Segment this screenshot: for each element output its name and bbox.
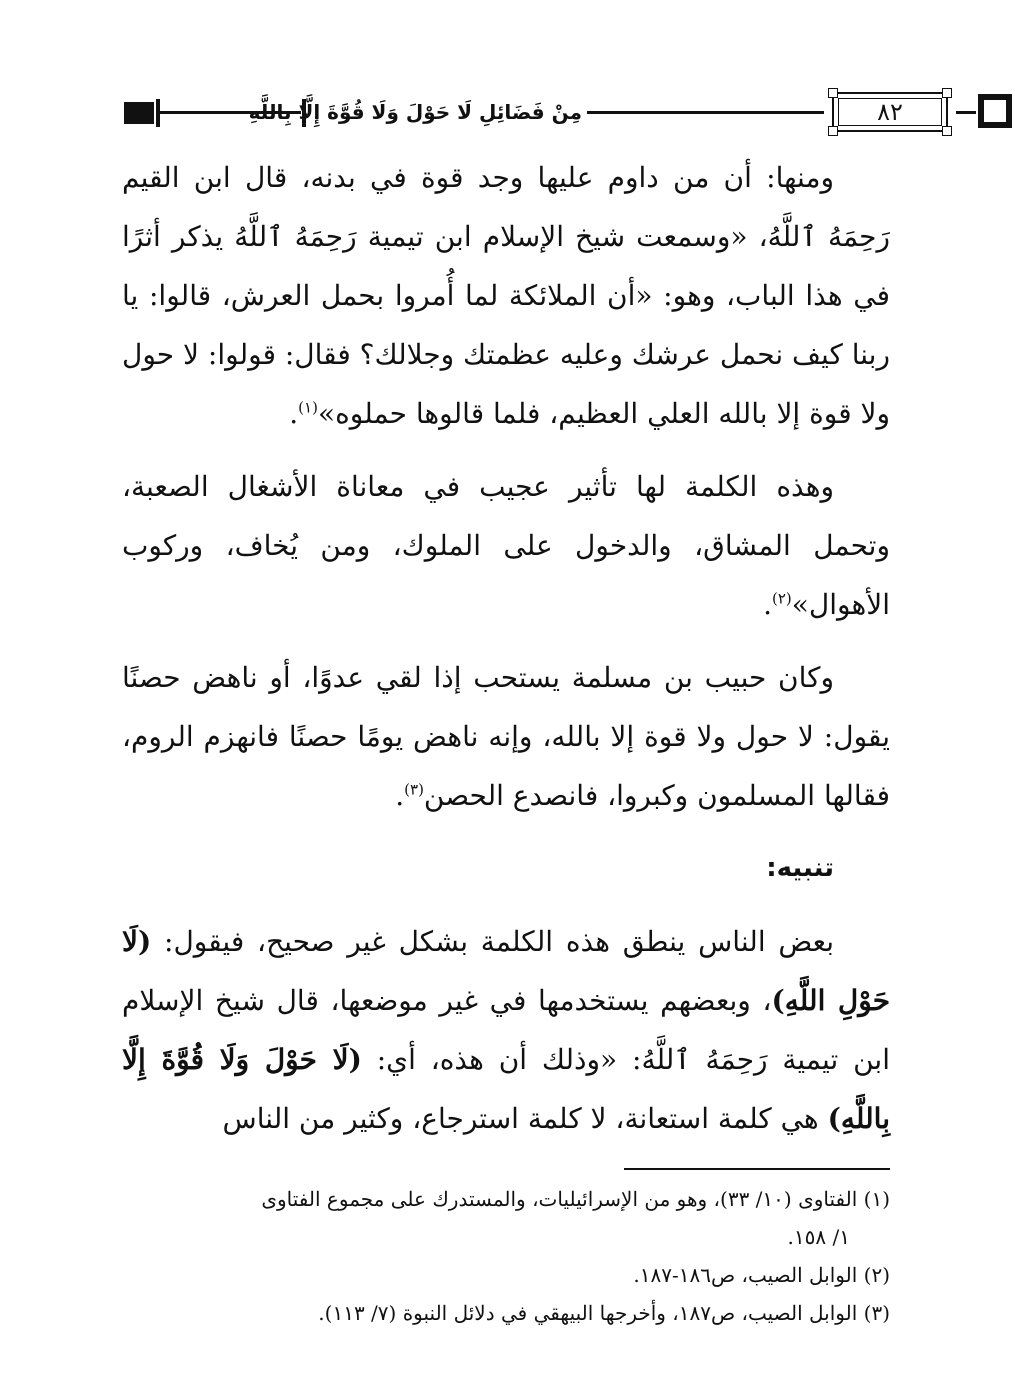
frame-corner-ornament	[828, 126, 838, 136]
footnote-item: (٢) الوابل الصيب، ص١٨٦-١٨٧.	[633, 1263, 890, 1287]
header-ornament-block	[124, 102, 154, 124]
page-number-frame	[832, 92, 948, 132]
paragraph-text: وكان حبيب بن مسلمة يستحب إذا لقي عدوًا، أو ناهض حصنًا يقول: لا حول ولا قوة إلا بالله، وإنه ناهض يومًا حصنًا فانهزم الروم، فقالها المسلمون وكبروا، فانصدع الحصن	[122, 661, 890, 812]
footnote-separator	[624, 1168, 890, 1170]
main-text	[122, 148, 890, 1162]
header-rule-right	[956, 111, 976, 114]
paragraph	[122, 457, 890, 634]
footnotes	[122, 1180, 890, 1332]
page-number: ٨٢	[877, 98, 903, 126]
footnote-ref: (١)	[298, 398, 318, 417]
paragraph	[122, 648, 890, 825]
emphasized-phrase: (لَا حَوْلَ وَلَا قُوَّةَ إِلَّا بِاللَّهِ)	[122, 1043, 890, 1135]
header-ornament-square	[978, 94, 1012, 128]
footnote-item	[122, 1180, 890, 1256]
paragraph	[122, 148, 890, 443]
footnote-text: (١) الفتاوى (١٠/ ٣٣)، وهو من الإسرائيليات، والمستدرك على مجموع الفتاوى	[261, 1187, 890, 1211]
paragraph	[122, 912, 890, 1148]
paragraph-text: ، وبعضهم يستخدمها في غير موضعها، قال شيخ الإسلام ابن تيمية رَحِمَهُ ٱللَّهُ: «وذلك أن هذه، أي:	[122, 984, 891, 1076]
header-rule-middle	[587, 111, 824, 114]
footnote-text-continued: ١/ ١٥٨.	[787, 1225, 850, 1249]
running-title: مِنْ فَضَائِلِ لَا حَوْلَ وَلَا قُوَّةَ إِلَّا بِاللَّهِ	[248, 100, 582, 124]
paragraph-text: هي كلمة استعانة، لا كلمة استرجاع، وكثير من الناس	[222, 1102, 819, 1135]
paragraph-end: .	[289, 397, 299, 430]
paragraph-end: .	[395, 779, 405, 812]
footnote-ref: (٣)	[404, 780, 424, 799]
footnote-ref: (٢)	[771, 589, 792, 608]
paragraph-text: وهذه الكلمة لها تأثير عجيب في معاناة الأشغال الصعبة، وتحمل المشاق، والدخول على الملوك، ومن يُخاف، وركوب الأهوال»	[122, 470, 890, 621]
paragraph-end: .	[763, 588, 772, 621]
paragraph-text: ومنها: أن من داوم عليها وجد قوة في بدنه، قال ابن القيم رَحِمَهُ ٱللَّهُ، «وسمعت شيخ الإسلام ابن تيمية رَحِمَهُ ٱللَّهُ يذكر أثرًا في هذا الباب، وهو: «أن الملائكة لما أُمروا بحمل العرش، قالوا: يا ربنا كيف نحمل عرشك وعليه عظمتك وجلالك؟ فقال: قولوا: لا حول ولا قوة إلا بالله العلي العظيم، فلما قالوها حملوه»	[122, 161, 890, 430]
footnote-item: (٣) الوابل الصيب، ص١٨٧، وأخرجها البيهقي في دلائل النبوة (٧/ ١١٣).	[318, 1301, 890, 1325]
page-header	[120, 90, 903, 136]
frame-corner-ornament	[942, 126, 952, 136]
paragraph-text: بعض الناس ينطق هذه الكلمة بشكل غير صحيح، فيقول:	[164, 925, 834, 958]
emphasized-phrase: (لَا حَوْلِ اللَّهِ)	[122, 925, 890, 1017]
section-heading: تنبيه:	[766, 853, 834, 883]
